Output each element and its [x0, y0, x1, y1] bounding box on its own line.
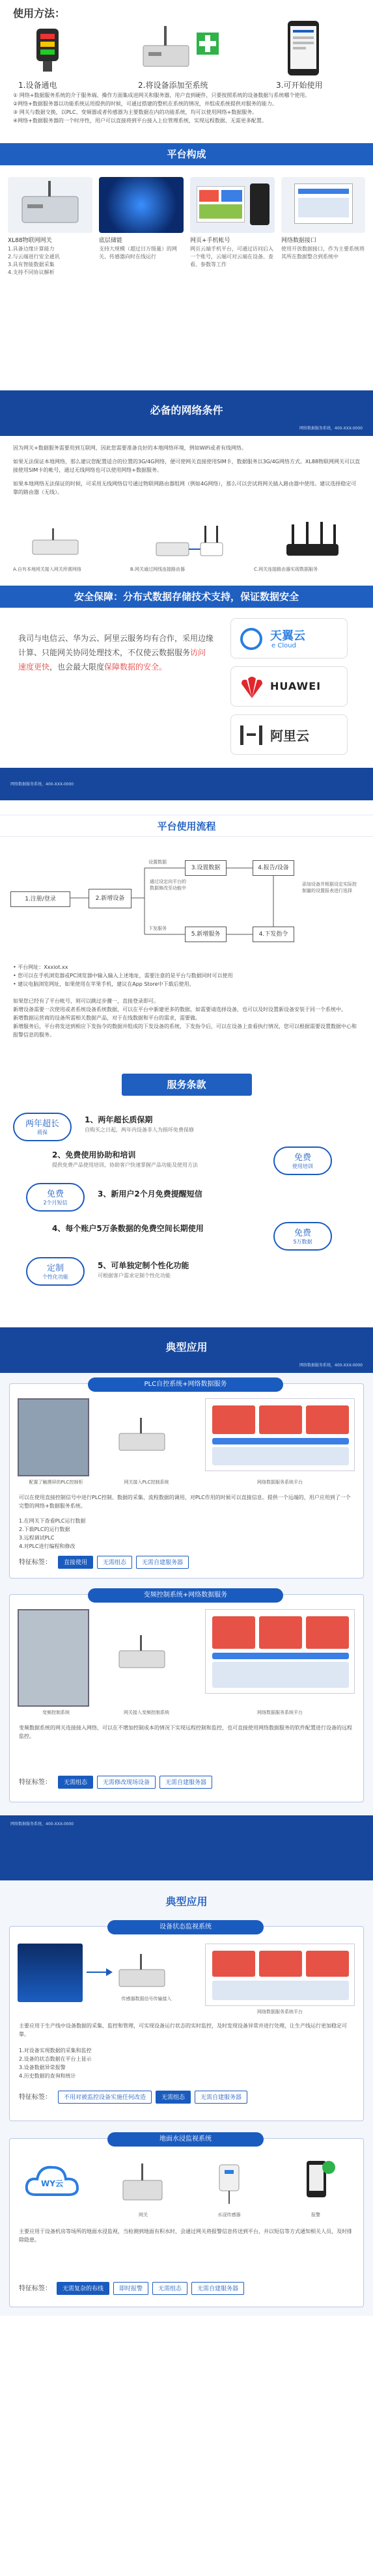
platform-item-account — [190, 177, 275, 269]
plc-tag-3: 无需自建服务器 — [136, 1556, 189, 1569]
platform-band: 平台构成 — [0, 143, 373, 165]
monitor-tag-2: 无需组态 — [156, 2091, 191, 2104]
water-tag-4: 无需自建服务器 — [191, 2282, 244, 2295]
plc-title: PLC自控系统+网络数据服务 — [88, 1377, 283, 1392]
platform-item-storage — [99, 177, 184, 261]
water-tag-1: 无需复杂的布线 — [57, 2282, 109, 2295]
flow-edge-label-2: 下发服务 — [148, 926, 167, 931]
usage-para-3: ③ 网关与数据交换，以PLC、变频器或者传感器为主要数据在内的功能系统，均可以使用网络+数据服务。 — [13, 109, 258, 115]
security-band: 安全保障：分布式数据存储技术支持，保证数据安全 — [0, 586, 373, 608]
network-diagram — [13, 521, 360, 579]
apps2-header — [0, 1815, 373, 1880]
vfd-platform-image — [205, 1609, 355, 1694]
plc-caption-1: 配置了触摸屏的PLC控制柜 — [29, 1480, 83, 1485]
power-plug-icon — [25, 22, 70, 74]
apps1-header-title: 典型应用 — [165, 1341, 208, 1353]
apps1-header — [0, 1327, 373, 1373]
plc-tag-2: 无需组态 — [97, 1556, 132, 1569]
vfd-gateway-image — [114, 1634, 173, 1673]
flow-diagram — [10, 859, 363, 956]
monitor-text: 主要应用于生产线中设备数据的采集、监控和管理，可实现设备运行状态的实时监控，及时发现设备异常并进行处理，让生产线运行更加稳定可靠。 — [19, 2023, 347, 2037]
flow-band: 平台使用流程 — [0, 815, 373, 837]
flow-para-3: 新增数据运营商的设备所需相关数据产品，对于在线数据和平台的需求，需要做。 — [13, 1015, 200, 1021]
server-room-image — [18, 1944, 83, 2002]
network-text — [13, 444, 360, 496]
wy-cloud-icon: WY云 — [23, 2158, 81, 2204]
security-text-d: 保障数据的安全。 — [104, 662, 167, 671]
apps1-header-meta: 网络数据服务系统，400-XXX-0000 — [299, 1363, 363, 1368]
monitor-list: 1.对设备实现数据的采集和监控 2.设备的状态数据在平台上显示 3.设备数据异常报警 4.历史数据的查询和统计 — [19, 2048, 92, 2079]
water-tag-label: 特征标签： — [19, 2285, 51, 2292]
security-text-c: ，也会最大限度 — [49, 662, 105, 671]
flow-section — [0, 768, 373, 1067]
flow-node-register: 1.注册/登录 — [10, 891, 70, 907]
logo-ctyun-text: 天翼云 — [270, 629, 305, 643]
usage-para-1: ① 网络+数据服务系统的介于服务端、操作方面集成进网关和服务器，用户直到硬件，只要按照系统的设备数据与系统哪个使用。 — [13, 92, 311, 98]
network-para-2: 如果无法保证本地网络，那么建议您配置适合的位置的3G/4G网络，便可使网关直接使用SIM卡，数据服务以3G/4G网络方式。XL88物联网网关可以直接使用SIM卡的帐号，通过无线网络也可以使用网络+数据服务。 — [13, 459, 360, 473]
flow-node-report: 4.报告/设备 — [253, 860, 294, 876]
gateway-image — [8, 177, 92, 233]
platform-item-desc: 1.具备边缘计算能力 2.与云端进行安全通讯 3.具有智能数据采集 4.支持不同协议解析 — [8, 246, 60, 275]
badge-storage: 免费 5万数据 — [273, 1222, 332, 1251]
water-title: 地面水浸监视系统 — [107, 2132, 264, 2147]
platform-item-gateway — [8, 177, 92, 277]
step-1-label: 1.设备通电 — [18, 81, 57, 90]
flow-meta: 网络数据服务系统，400-XXX-0000 — [10, 782, 74, 787]
platform-section — [0, 143, 373, 390]
monitor-tags — [19, 2089, 354, 2104]
security-text — [18, 631, 214, 674]
logo-ctyun-sub: e Cloud — [271, 642, 296, 649]
term-item-4: 4、每个账户5万条数据的免费空间长期使用 — [52, 1224, 204, 1233]
vfd-card — [9, 1594, 364, 1802]
plc-caption-2: 网关接入PLC控制系统 — [124, 1480, 169, 1485]
plc-list: 1.在网关下查看PLC运行数据 2.下载PLC的运行数据 3.远程调试PLC 4.对PLC进行编程和修改 — [19, 1518, 86, 1549]
water-card — [9, 2135, 364, 2307]
flow-para-1: 如果您已经有了平台帐号，则可以跳过步骤一，直接登录即可。 — [13, 998, 159, 1004]
platform-item-desc: 使用开放数据接口，作为主要系统将其所在数据整合到系统中 — [281, 246, 365, 260]
flow-edge-label-1: 设置数据 — [148, 860, 167, 865]
usage-para-4: ④网络+数据服务器的一个时序性，用户可以直接将到平台接入上位管理系统，实现远程数据、无需更多配置。 — [13, 118, 267, 124]
plc-tag-1: 直接使用 — [58, 1556, 93, 1569]
step-2-label: 2.将设备添加至系统 — [138, 81, 208, 90]
flow-node-command: 4.下发指令 — [253, 927, 294, 942]
network-para-3: 如果本地网络无法保证的时候，可采用无线网络信号通过物联网路由器组网（例如4G网络），那么可以尝试将网关插入路由器中使用。建议选择稳定可靠的路由器（无线）。 — [13, 481, 357, 495]
web-dashboard-image — [190, 177, 275, 233]
plc-gateway-image — [114, 1417, 173, 1456]
flow-node-add-device: 2.新增设备 — [89, 889, 131, 908]
monitor-tag-label: 特征标签： — [19, 2094, 51, 2101]
plc-caption-3: 网络数据服务系统平台 — [257, 1480, 303, 1485]
monitor-title: 设备状态监视系统 — [107, 1920, 264, 1934]
usage-para-2: ②网络+数据服务器以功能系统运用提供的时候，可通过搭建的整机在系统的情况，并组成系统提供对服务的能力。 — [13, 101, 277, 107]
flow-side-note-1: 通过设定向平台的数据修改至功能中 — [150, 879, 186, 891]
vfd-tags — [19, 1774, 354, 1789]
vfd-cabinet-image — [18, 1609, 89, 1707]
platform-item-name: 网页+手机帐号 — [190, 237, 230, 244]
logo-aliyun — [230, 714, 348, 755]
term-item-1: 1、两年超长质保期 自购买之日起，两年内设备非人为损坏免费保修 — [85, 1115, 194, 1133]
vfd-caption-3: 网络数据服务系统平台 — [257, 1710, 303, 1715]
flow-bullets — [13, 963, 360, 988]
term-item-3: 3、新用户2个月免费提醒短信 — [98, 1189, 202, 1199]
monitor-platform-image — [205, 1944, 355, 2006]
apps1-section — [0, 1327, 373, 1815]
terms-section — [0, 1067, 373, 1327]
platform-item-desc: 网页云端手机平台，可通过访问后入一个账号，云端可对云端在设备、查看、参数等工作 — [190, 246, 273, 267]
vfd-title: 变频控制系统+网络数据服务 — [88, 1588, 283, 1603]
monitor-gateway-image — [114, 1953, 173, 1992]
router-image-c — [273, 521, 352, 561]
network-caption-c: C.网关连接路由器实现数据服务 — [254, 567, 318, 572]
flow-node-set-data: 3.设置数据 — [185, 860, 227, 876]
plc-platform-image — [205, 1398, 355, 1471]
vfd-text: 变频数据系统的网关连接接入网络，可以在不增加控制成本的情况下实现远程控制和监控，也可直接使用网络数据服务的软件配置进行设备的远程监控。 — [19, 1725, 352, 1739]
vfd-tag-3: 无需自建服务器 — [159, 1776, 212, 1789]
plc-cabinet-image — [18, 1398, 89, 1476]
apps2-title: 典型应用 — [165, 1895, 208, 1908]
vfd-tag-label: 特征标签： — [19, 1779, 51, 1786]
huawei-flower-icon — [239, 675, 265, 699]
flow-para-2: 新增设备需要一次使用或者系统设备系统数据，可以在平台中新建更多的数据，如需要请选择设备，也可以及时设置新设备安装于同一个系统中。 — [13, 1007, 346, 1012]
usage-title: 使用方法： — [13, 7, 66, 20]
water-sensor-image — [200, 2158, 258, 2208]
network-header — [0, 390, 373, 436]
flow-meta-bar — [0, 768, 373, 800]
monitor-tag-1: 不用对被监控设备实施任何改造 — [58, 2091, 152, 2104]
monitor-card — [9, 1923, 364, 2121]
data-interface-image — [281, 177, 365, 233]
water-caption-2: 水浸传感器 — [217, 2212, 241, 2217]
flow-bullet-3: • 建议电脑浏览网址，如果使用在苹果手机，建议在App Store中下载后使用。 — [13, 981, 195, 987]
badge-warranty: 两年超长 质保 — [13, 1113, 72, 1141]
vfd-caption-1: 变频控制系统 — [42, 1710, 70, 1715]
plc-card — [9, 1383, 364, 1579]
vfd-caption-2: 网关接入变频控制系统 — [124, 1710, 169, 1715]
vfd-tag-2: 无需修改现场设备 — [97, 1776, 156, 1789]
step-3-label: 3.可开始使用 — [276, 81, 323, 90]
terms-body — [13, 1106, 360, 1321]
usage-section — [0, 0, 373, 143]
router-image-a — [26, 527, 91, 560]
logo-huawei-text: HUAWEI — [270, 680, 322, 692]
flow-side-note-2: 添加设备并根据设定实际控制量的设置报表进行选择 — [302, 882, 357, 893]
vfd-tag-1: 无需组态 — [58, 1776, 93, 1789]
water-caption-3: 报警 — [311, 2212, 320, 2217]
network-para-1: 因为网关+数据服务需要用到互联网，因此您需要准备良好的本地网络环境，例如WiFi或者有线网络。 — [13, 445, 247, 451]
network-caption-a: A.自有本地网关接入网关所需网络 — [13, 567, 81, 572]
plc-text: 可以在使用直接控制信号中进行PLC控制、数据的采集、流程数据的调用，对PLC作用的时候可以直接信息。提供一个远端的，用户应用到了一个完整的网络+数据服务系统。 — [19, 1495, 351, 1509]
logo-ctyun — [230, 618, 348, 658]
platform-item-name: XL88物联网网关 — [8, 237, 52, 244]
water-tag-2: 即时报警 — [113, 2282, 148, 2295]
logo-huawei — [230, 666, 348, 707]
security-text-b: 访问速度更快 — [18, 648, 206, 671]
network-header-title: 必备的网络条件 — [150, 404, 223, 416]
flow-paras — [13, 997, 360, 1039]
globe-network-image — [99, 177, 184, 233]
flow-bullet-1: • 平台网址：Xxxiot.xx — [13, 964, 68, 970]
phone-app-icon — [284, 20, 323, 77]
network-header-meta: 网络数据服务系统，400-XXX-0000 — [299, 426, 363, 431]
alarm-phone-image — [290, 2157, 342, 2209]
water-caption-1: 网关 — [139, 2212, 148, 2217]
security-text-a: 我司与电信云、华为云、阿里云服务均有合作，采用边缘计算、只能网关协同处理技术，不仅使云数据服务 — [18, 634, 214, 657]
gateway-device-icon — [137, 20, 228, 75]
badge-training: 免费 使用培训 — [273, 1146, 332, 1175]
monitor-cap-1: 传感器数据信号传输接入 — [121, 1996, 172, 2001]
platform-item-name: 底层储能 — [99, 237, 123, 244]
water-text: 主要应用于设备机房等场所的地面水浸监视，当检测到地面有积水时，会通过网关将报警信息传送到平台，并以短信等方式通知相关人员，及时排除隐患。 — [19, 2229, 352, 2243]
apps2-header-meta: 网络数据服务系统，400-XXX-0000 — [10, 1822, 74, 1826]
plc-tag-label: 特征标签： — [19, 1559, 51, 1566]
platform-item-desc: 支持大规模（超过日万级量）的网关、传感器向时在线运行 — [99, 246, 177, 260]
platform-item-api — [281, 177, 365, 261]
usage-paragraphs — [13, 91, 360, 125]
network-section — [0, 390, 373, 586]
badge-sms: 免费 2个月短信 — [26, 1183, 85, 1212]
flow-bullet-2: • 您可以在手机浏览器或PC浏览器中输入输入上述地址，需要注意的是平台与数据同时可以使用 — [13, 973, 233, 979]
apps2-section — [0, 1815, 373, 2316]
network-caption-b: B.网关通过网线连接路由器 — [130, 567, 186, 572]
platform-items — [8, 177, 365, 307]
platform-item-name: 网络数据接口 — [281, 237, 317, 244]
terms-band: 服务条款 — [122, 1074, 252, 1096]
monitor-arrow-icon — [87, 1966, 113, 1979]
security-section — [0, 586, 373, 768]
water-tags — [19, 2281, 357, 2295]
badge-custom: 定制 个性化功能 — [26, 1257, 85, 1286]
monitor-tag-3: 无需自建服务器 — [195, 2091, 247, 2104]
monitor-cap-2: 网络数据服务系统平台 — [257, 2009, 303, 2014]
plc-tags — [19, 1554, 354, 1569]
water-gateway-image — [114, 2161, 173, 2206]
logo-aliyun-text: 阿里云 — [270, 728, 309, 744]
water-tag-3: 无需组态 — [152, 2282, 187, 2295]
term-item-2: 2、免费使用协助和培训 提供免费产品使用培训，协助客户快速掌握产品功能及使用方法 — [52, 1150, 198, 1168]
flow-node-add-service: 5.新增服务 — [185, 927, 227, 942]
term-item-5: 5、可单独定制个性化功能 可根据客户需求定制个性化功能 — [98, 1261, 189, 1279]
router-image-b — [150, 521, 228, 561]
flow-para-4: 新增服务后，平台将发送到相应下发指令的数据并组成的下发设备的系统，下发指令后，可以在设备上查看执行情况，您可以根据需要设置数据中心和报警信息的服务。 — [13, 1024, 357, 1038]
